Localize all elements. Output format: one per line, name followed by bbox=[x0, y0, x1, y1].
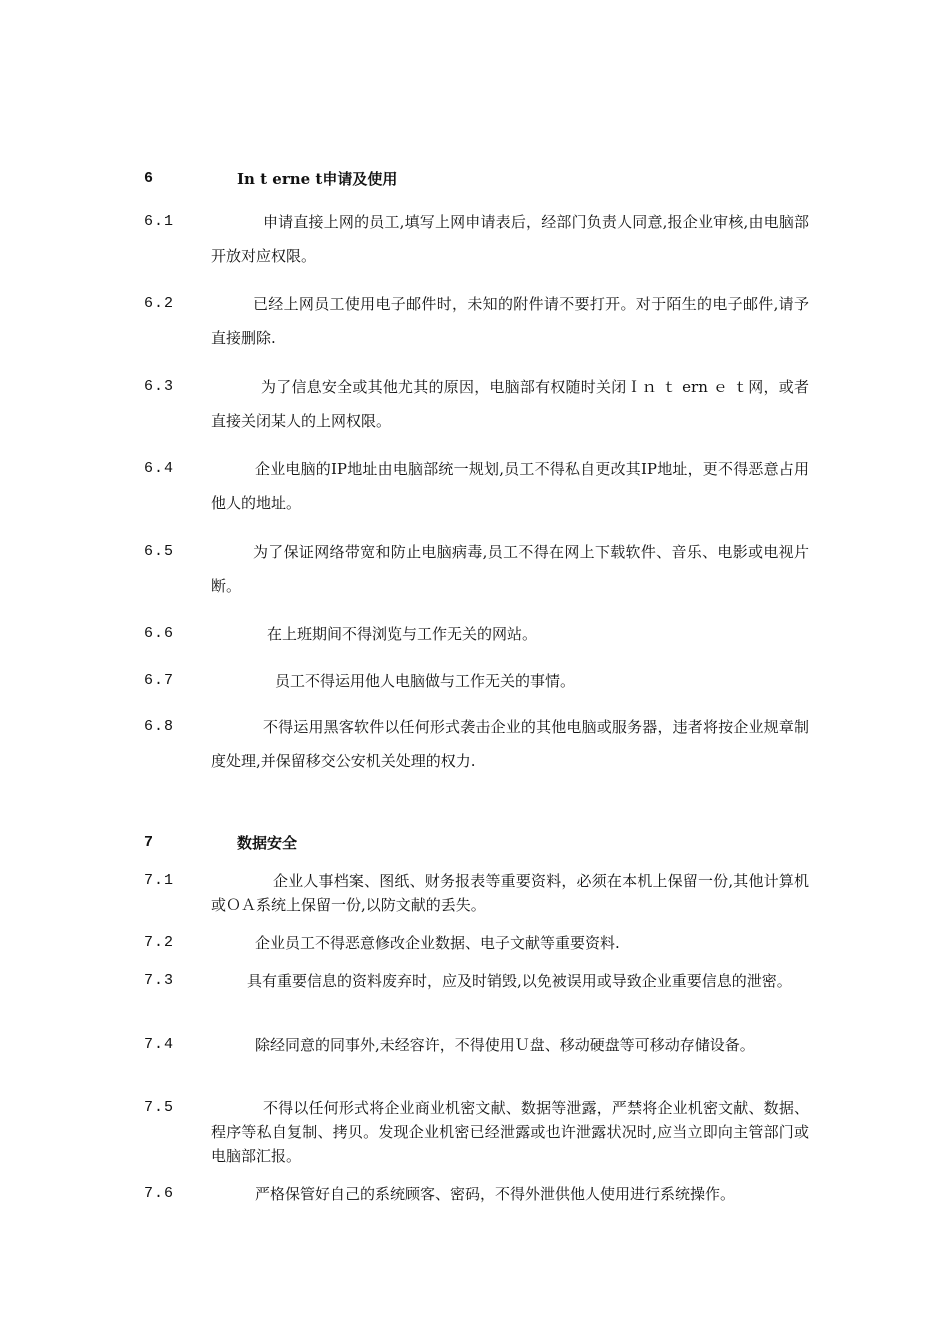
item-text: 为了信息安全或其他尤其的原因，电脑部有权随时关闭Ｉｎ ｔ ern ｅ ｔ网，或者直接关闭某人的上网权限。 bbox=[211, 378, 809, 430]
item-number: 7.3 bbox=[144, 972, 175, 989]
item-number: 6.8 bbox=[144, 718, 175, 735]
item-text: 企业电脑的IP地址由电脑部统一规划,员工不得私自更改其IP地址，更不得恶意占用他人的地址。 bbox=[211, 460, 809, 512]
item-number: 6.4 bbox=[144, 460, 175, 477]
item-number: 7.4 bbox=[144, 1036, 175, 1053]
item-number: 6.3 bbox=[144, 378, 175, 395]
item-text: 严格保管好自己的系统顾客、密码，不得外泄供他人使用进行系统操作。 bbox=[255, 1185, 736, 1203]
item-text: 具有重要信息的资料废弃时，应及时销毁,以免被误用或导致企业重要信息的泄密。 bbox=[247, 972, 792, 990]
item-text: 已经上网员工使用电子邮件时，未知的附件请不要打开。对于陌生的电子邮件,请予直接删除. bbox=[211, 295, 809, 347]
item-number: 6.1 bbox=[144, 213, 175, 230]
item-number: 6.5 bbox=[144, 543, 175, 560]
item-text: 企业人事档案、图纸、财务报表等重要资料，必须在本机上保留一份,其他计算机或ＯＡ系统上保留一份,以防文献的丢失。 bbox=[211, 872, 809, 914]
item-number: 6.6 bbox=[144, 625, 175, 642]
item-text: 为了保证网络带宽和防止电脑病毒,员工不得在网上下载软件、音乐、电影或电视片断。 bbox=[211, 543, 809, 595]
item-text: 除经同意的同事外,未经容许，不得使用Ｕ盘、移动硬盘等可移动存储设备。 bbox=[255, 1036, 755, 1054]
section-number: 6 bbox=[144, 170, 155, 187]
item-text: 在上班期间不得浏览与工作无关的网站。 bbox=[267, 625, 538, 643]
item-text: 员工不得运用他人电脑做与工作无关的事情。 bbox=[275, 672, 576, 690]
item-text: 申请直接上网的员工,填写上网申请表后，经部门负责人同意,报企业审核,由电脑部开放对应权限。 bbox=[211, 213, 809, 265]
item-number: 7.2 bbox=[144, 934, 175, 951]
section-title: In t erne t申请及使用 bbox=[237, 170, 398, 188]
section-number: 7 bbox=[144, 834, 155, 851]
item-number: 7.6 bbox=[144, 1185, 175, 1202]
item-number: 7.1 bbox=[144, 872, 175, 889]
item-number: 7.5 bbox=[144, 1099, 175, 1116]
item-text: 企业员工不得恶意修改企业数据、电子文献等重要资料. bbox=[255, 934, 620, 952]
item-text: 不得运用黑客软件以任何形式袭击企业的其他电脑或服务器，违者将按企业规章制度处理,并保留移交公安机关处理的权力. bbox=[211, 718, 809, 770]
item-number: 6.2 bbox=[144, 295, 175, 312]
section-title: 数据安全 bbox=[237, 834, 298, 852]
item-number: 6.7 bbox=[144, 672, 175, 689]
item-text: 不得以任何形式将企业商业机密文献、数据等泄露，严禁将企业机密文献、数据、程序等私自复制、拷贝。发现企业机密已经泄露或也许泄露状况时,应当立即向主管部门或电脑部汇报。 bbox=[211, 1099, 809, 1165]
